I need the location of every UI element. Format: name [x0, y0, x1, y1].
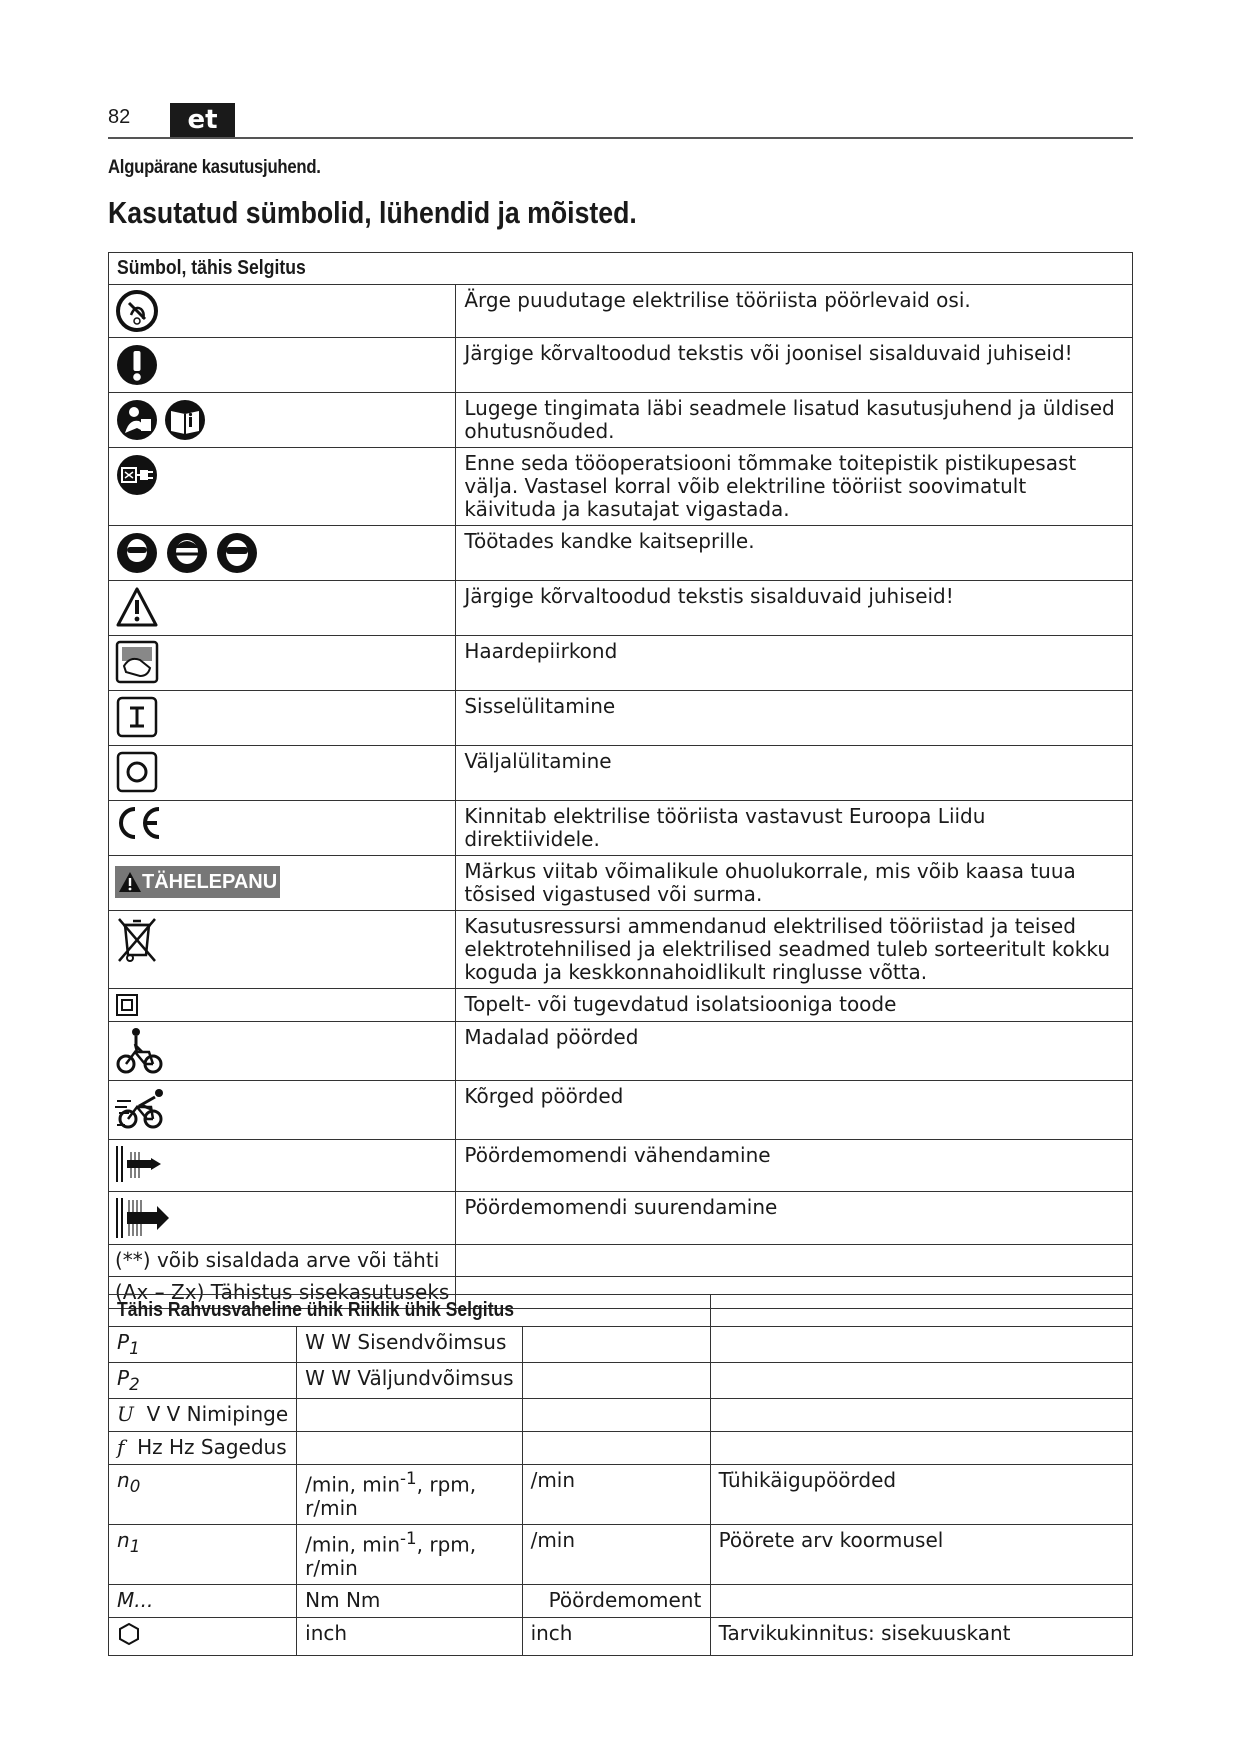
- symbol-row-text: Pöördemomendi vähendamine: [456, 1140, 1133, 1192]
- language-badge: et: [170, 103, 235, 137]
- footnote-text: (**) võib sisaldada arve või tähti: [109, 1245, 456, 1277]
- unit-national: inch: [522, 1617, 710, 1655]
- document-subtitle: Algupärane kasutusjuhend.: [108, 157, 321, 178]
- unit-international: Nm Nm: [297, 1584, 522, 1617]
- unit-symbol: $n_0$: [109, 1465, 297, 1525]
- symbol-row-text: Kõrged pöörded: [456, 1081, 1133, 1140]
- page-number: 82: [108, 106, 131, 128]
- symbol-row-text: Haardepiirkond: [456, 636, 1133, 691]
- symbol-row-text: Kinnitab elektrilise tööriista vastavust Euroopa Liidu direktiividele.: [456, 801, 1133, 856]
- symbol-row-text: Lugege tingimata läbi seadmele lisatud kasutusjuhend ja üldised ohutusnõuded.: [456, 393, 1133, 448]
- unit-row-text: W W Sisendvõimsus: [297, 1327, 522, 1363]
- symbol-row-text: Järgige kõrvaltoodud tekstis sisalduvaid juhiseid!: [456, 581, 1133, 636]
- unit-international: /min, $\min^{-1}$, rpm, r/min: [297, 1465, 522, 1525]
- grip-area-icon: [115, 640, 159, 684]
- hexagon-socket-icon: [117, 1622, 141, 1646]
- symbol-table: [108, 252, 1133, 1309]
- switch-off-icon: [115, 750, 159, 794]
- footnote-text: (Ax – Zx) Tähistus sisekasutuseks: [109, 1277, 456, 1309]
- unit-national: /min: [522, 1525, 710, 1585]
- torque-decrease-icon: [115, 1144, 165, 1184]
- unit-symbol: $n_1$: [109, 1525, 297, 1585]
- unit-national: /min: [522, 1465, 710, 1525]
- double-insulation-icon: [115, 993, 139, 1017]
- high-speed-bike-icon: [115, 1085, 171, 1131]
- symbol-table-header: Sümbol, tähis Selgitus: [109, 253, 1133, 285]
- unit-row-text: f Hz Hz Sagedus: [109, 1432, 297, 1465]
- symbol-row-text: Töötades kandke kaitseprille.: [456, 526, 1133, 581]
- exclamation-icon: [115, 342, 159, 388]
- unit-table: [108, 1294, 1133, 1656]
- symbol-row-text: Kasutusressursi ammendanud elektrilised tööriistad ja teised elektrotehnilised ja elektrilised seadmed tuleb sorteeritult kokku koguda ja keskkonnahoidlikult ringlusse võtta.: [456, 911, 1133, 989]
- switch-on-icon: [115, 695, 159, 739]
- unit-symbol: $P_2$: [109, 1363, 297, 1399]
- unit-row-text: U V V Nimipinge: [109, 1399, 297, 1432]
- protective-gear-icon: [115, 530, 259, 576]
- unplug-icon: [115, 452, 159, 498]
- weee-bin-icon: [115, 915, 159, 965]
- low-speed-bike-icon: [115, 1026, 165, 1076]
- unit-explanation: Tühikäigupöörded: [710, 1465, 1132, 1525]
- symbol-row-text: Sisselülitamine: [456, 691, 1133, 746]
- symbol-row-text: Enne seda tööoperatsiooni tõmmake toitepistik pistikupesast välja. Vastasel korral võib elektriline tööriist soovimatult käivituda ja kasutajat vigastada.: [456, 448, 1133, 526]
- no-touch-rotating-icon: [115, 289, 159, 333]
- unit-explanation: Tarvikukinnitus: sisekuuskant: [710, 1617, 1132, 1655]
- symbol-row-text: Järgige kõrvaltoodud tekstis või joonisel sisalduvaid juhiseid!: [456, 338, 1133, 393]
- symbol-row-text: Ärge puudutage elektrilise tööriista pöörlevaid osi.: [456, 285, 1133, 338]
- header-divider: [108, 137, 1133, 139]
- symbol-row-text: Pöördemomendi suurendamine: [456, 1192, 1133, 1245]
- unit-symbol: $P_1$: [109, 1327, 297, 1363]
- symbol-row-text: Väljalülitamine: [456, 746, 1133, 801]
- ce-mark-icon: [115, 805, 165, 841]
- unit-symbol: U: [117, 1402, 134, 1427]
- unit-explanation: Pöörete arv koormusel: [710, 1525, 1132, 1585]
- unit-row-text: W W Väljundvõimsus: [297, 1363, 522, 1399]
- unit-international: /min, $\min^{-1}$, rpm, r/min: [297, 1525, 522, 1585]
- symbol-row-text: Madalad pöörded: [456, 1022, 1133, 1081]
- read-manual-icon: [115, 397, 211, 443]
- attention-badge-icon: [115, 866, 280, 898]
- page-title: Kasutatud sümbolid, lühendid ja mõisted.: [108, 195, 637, 230]
- unit-international: inch: [297, 1617, 522, 1655]
- unit-symbol: f: [117, 1435, 125, 1460]
- unit-national: Pöördemoment: [522, 1584, 710, 1617]
- warning-triangle-icon: [115, 585, 159, 629]
- symbol-row-text: Märkus viitab võimalikule ohuolukorrale, mis võib kaasa tuua tõsised vigastused või surma.: [456, 856, 1133, 911]
- attention-badge-label: TÄHELEPANU: [142, 870, 278, 893]
- unit-symbol: M...: [109, 1584, 297, 1617]
- unit-table-header: Tähis Rahvusvaheline ühik Riiklik ühik Selgitus: [109, 1295, 711, 1327]
- torque-increase-icon: [115, 1196, 171, 1240]
- symbol-row-text: Topelt- või tugevdatud isolatsiooniga toode: [456, 989, 1133, 1022]
